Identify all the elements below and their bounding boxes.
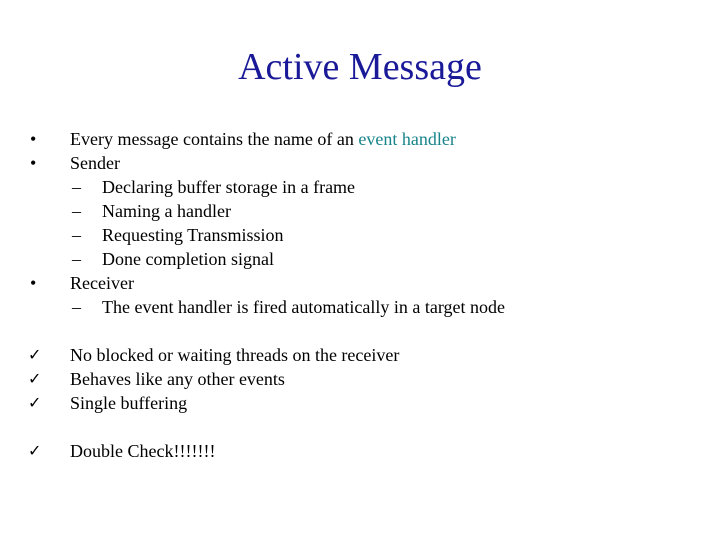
sub-bullet-sender-2 <box>30 223 700 247</box>
sub-bullet-sender-3 <box>30 247 700 271</box>
check-icon: ✓ <box>28 441 42 460</box>
spacer <box>30 319 700 343</box>
dash-marker: – <box>72 225 81 245</box>
sub-bullet-text: Naming a handler <box>102 201 231 221</box>
sub-bullet-sender-0 <box>30 175 700 199</box>
check-item-0 <box>30 343 700 367</box>
check-text: Behaves like any other events <box>70 369 285 389</box>
slide-body <box>30 127 700 463</box>
sub-bullet-receiver-0 <box>30 295 700 319</box>
bullet-every-message <box>30 127 700 151</box>
bullet-text: Sender <box>70 153 120 173</box>
dash-marker: – <box>72 297 81 317</box>
check-icon: ✓ <box>28 345 42 364</box>
check-icon: ✓ <box>28 393 42 412</box>
spacer <box>30 415 700 439</box>
dash-marker: – <box>72 201 81 221</box>
bullet-text-prefix: Every message contains the name of an <box>70 129 359 149</box>
event-handler-highlight: event handler <box>358 129 456 149</box>
check-icon: ✓ <box>28 369 42 388</box>
bullet-sender <box>30 151 700 175</box>
bullet-marker: • <box>30 273 37 293</box>
sub-bullet-text: Done completion signal <box>102 249 274 269</box>
check-text: Single buffering <box>70 393 188 413</box>
dash-marker: – <box>72 249 81 269</box>
dash-marker: – <box>72 177 81 197</box>
check-item-2 <box>30 391 700 415</box>
sub-bullet-text: The event handler is fired automatically in a target node <box>102 297 506 317</box>
bullet-receiver <box>30 271 700 295</box>
slide-title-text: Active Message <box>238 46 482 88</box>
sub-bullet-text: Requesting Transmission <box>102 225 284 245</box>
check-text: No blocked or waiting threads on the receiver <box>70 345 400 365</box>
check-item-final <box>30 439 700 463</box>
bullet-marker: • <box>30 153 37 173</box>
check-item-1 <box>30 367 700 391</box>
sub-bullet-sender-1 <box>30 199 700 223</box>
sub-bullet-text: Declaring buffer storage in a frame <box>102 177 356 197</box>
bullet-text: Receiver <box>70 273 134 293</box>
bullet-text <box>70 127 456 151</box>
check-text: Double Check!!!!!!! <box>70 441 216 461</box>
slide-title <box>0 44 720 90</box>
bullet-marker: • <box>30 129 37 149</box>
